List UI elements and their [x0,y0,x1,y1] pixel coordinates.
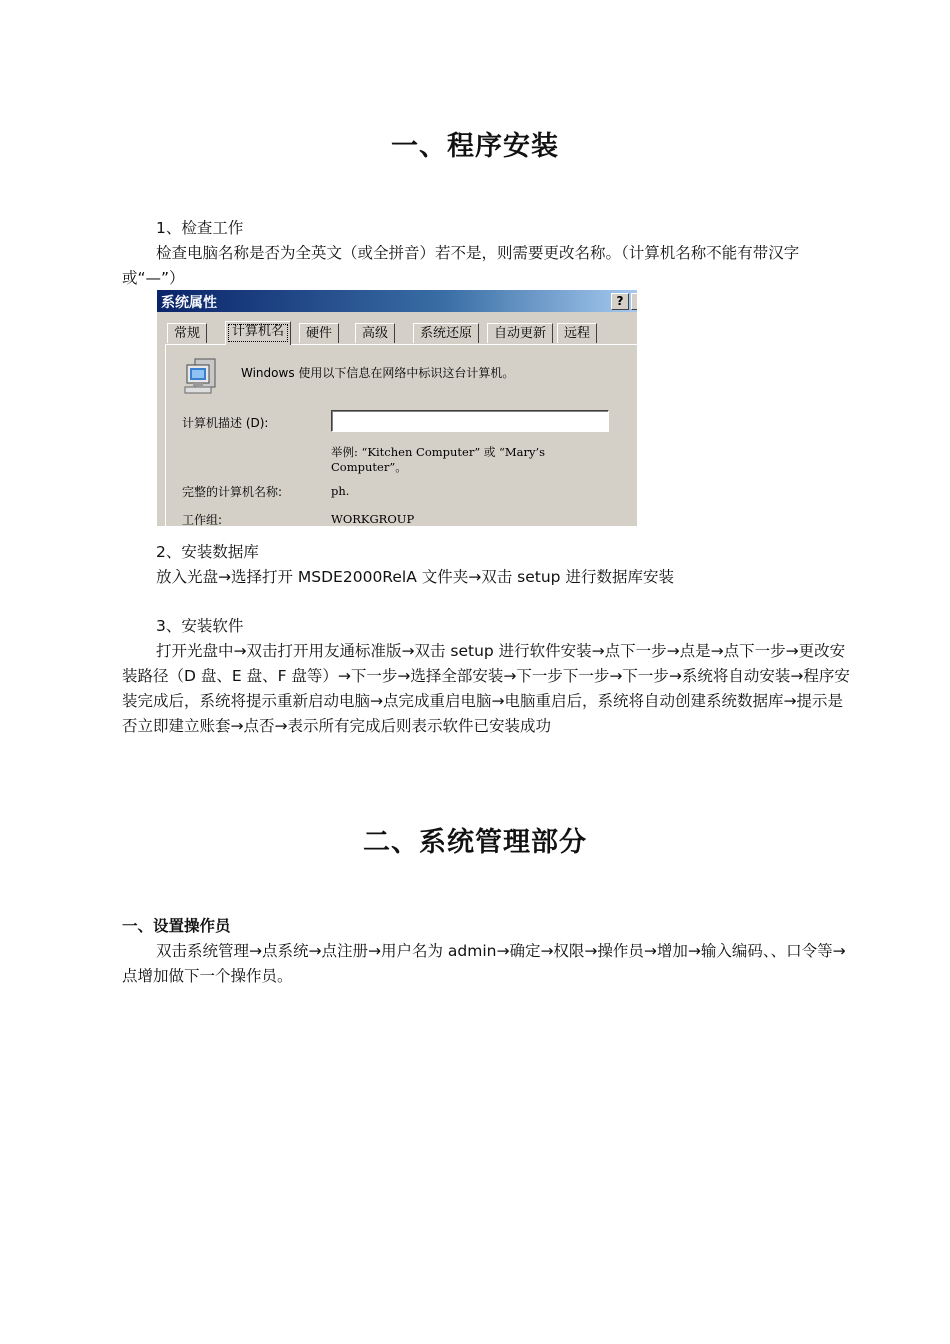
sub1-text: 双击系统管理→点系统→点注册→用户名为 admin→确定→权限→操作员→增加→输入编码、、口令等→点增加做下一个操作员。 [122,942,846,985]
step1-heading: 1、检查工作 [156,219,244,237]
step3-heading: 3、安装软件 [156,617,244,635]
description-label: 计算机描述 (D): [182,416,269,430]
computer-description-input[interactable] [331,410,609,432]
tab-general[interactable]: 常规 [167,323,207,343]
tab-system-restore[interactable]: 系统还原 [413,323,479,343]
dialog-titlebar [157,290,637,312]
example-line-1: 举例: “Kitchen Computer” 或 “Mary’s [331,445,546,459]
workgroup-label: 工作组: [182,513,223,526]
step2-text: 放入光盘→选择打开 MSDE2000RelA 文件夹→双击 setup 进行数据库安装 [156,568,674,586]
step3-text: 打开光盘中→双击打开用友通标准版→双击 setup 进行软件安装→点下一步→点是→点下一步→更改安装路径（D 盘、E 盘、F 盘等）→下一步→选择全部安装→下一步下一步→下一步→系统将自动安装→程序安装完成后，系统将提示重新启动电脑→点完成重启电脑→电脑重启后，系统将自动创建系统数据库→提示是否立即建立账套→点否→表示所有完成后则表示软件已安装成功 [122,642,850,735]
tab-hardware[interactable]: 硬件 [299,323,339,343]
dialog-title: 系统属性 [161,295,217,311]
dialog-info-text: Windows 使用以下信息在网络中标识这台计算机。 [241,366,515,380]
example-line-2: Computer”。 [331,460,407,474]
workgroup-value: WORKGROUP [331,512,415,526]
section-title-install: 一、程序安装 [391,131,559,162]
section-title-system-management: 二、系统管理部分 [363,827,587,858]
tab-auto-update[interactable]: 自动更新 [487,323,553,343]
help-button[interactable]: ? [611,293,629,310]
system-properties-dialog [156,290,637,526]
step1-text: 检查电脑名称是否为全英文（或全拼音）若不是，则需要更改名称。（计算机名称不能有带汉字或“—”） [122,244,800,287]
tab-computer-name[interactable]: 计算机名 [225,321,291,345]
tab-remote[interactable]: 远程 [557,323,597,343]
full-name-label: 完整的计算机名称: [182,485,283,499]
step2-heading: 2、安装数据库 [156,543,259,561]
tab-strip [165,321,635,345]
full-name-value: ph. [331,484,350,498]
sub1-heading: 一、设置操作员 [122,917,231,935]
tab-advanced[interactable]: 高级 [355,323,395,343]
computer-icon [181,357,223,397]
close-button[interactable] [631,293,637,310]
